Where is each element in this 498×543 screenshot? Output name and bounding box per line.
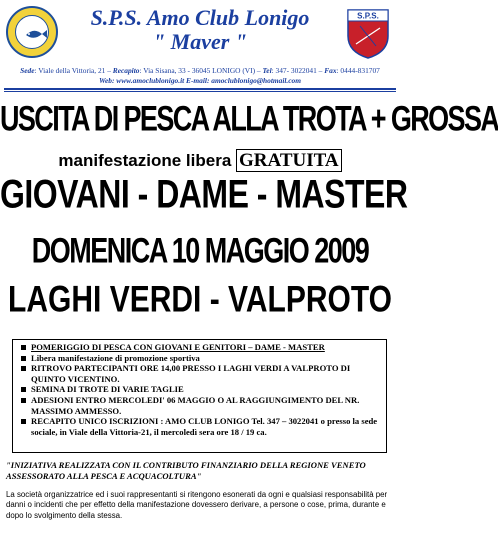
club-logo-left <box>6 6 58 58</box>
event-headline: USCITA DI PESCA ALLA TROTA + GROSSA <box>0 99 498 139</box>
detail-item: Libera manifestazione di promozione sportiva <box>31 353 382 364</box>
header-divider-thin <box>4 91 396 92</box>
fish-icon <box>8 8 60 60</box>
place-headline: LAGHI VERDI - VALPROTO <box>8 278 392 320</box>
detail-item: SEMINA DI TROTE DI VARIE TAGLIE <box>31 384 382 395</box>
detail-item: ADESIONI ENTRO MERCOLEDI' 06 MAGGIO O AL RAGGIUNGIMENTO DEL NR. MASSIMO AMMESSO. <box>31 395 382 416</box>
detail-item: POMERIGGIO DI PESCA CON GIOVANI E GENITORI – DAME - MASTER <box>31 342 382 353</box>
gratuita-badge: GRATUITA <box>236 149 342 172</box>
disclaimer: La società organizzatrice ed i suoi rappresentanti si ritengono esonerati da ogni e qualsiasi responsabilità per danni o incidenti che per effetto della manifestazione dovessero derivare, a persone o cose, prima, durante e dopo lo svolgimento della stessa. <box>6 490 388 520</box>
header-divider <box>4 88 396 90</box>
date-headline: DOMENICA 10 MAGGIO 2009 <box>31 231 369 271</box>
contact-info-line: Sede: Viale della Vittoria, 21 – Recapito: Via Sisana, 33 - 36045 LONIGO (VI) – Tel: 347- 3022041 – Fax: 0444-831707 <box>20 66 380 75</box>
free-event-line: manifestazione libera GRATUITA <box>0 150 400 172</box>
sps-shield-logo <box>342 6 394 58</box>
detail-item: RECAPITO UNICO ISCRIZIONI : AMO CLUB LONIGO Tel. 347 – 3022041 o presso la sede sociale, in Viale della Vittoria-21, il mercoledì sera ore 18 / 19 ca. <box>31 416 382 437</box>
categories-headline: GIOVANI - DAME - MASTER <box>0 171 408 217</box>
club-subtitle: " Maver " <box>152 29 248 54</box>
funding-note: "INIZIATIVA REALIZZATA CON IL CONTRIBUTO FINANZIARIO DELLA REGIONE VENETO ASSESSORATO ALLA PESCA E ACQUACOLTURA" <box>6 460 366 481</box>
details-box <box>12 339 387 453</box>
web-email-line[interactable]: Web: www.amoclublonigo.it E-mail: amoclublonigo@hotmail.com <box>98 76 301 85</box>
svg-text:S.P.S.: S.P.S. <box>357 11 379 21</box>
detail-item: RITROVO PARTECIPANTI ORE 14,00 PRESSO I LAGHI VERDI A VALPROTO DI QUINTO VICENTINO. <box>31 363 382 384</box>
club-title: S.P.S. Amo Club Lonigo <box>90 5 310 30</box>
